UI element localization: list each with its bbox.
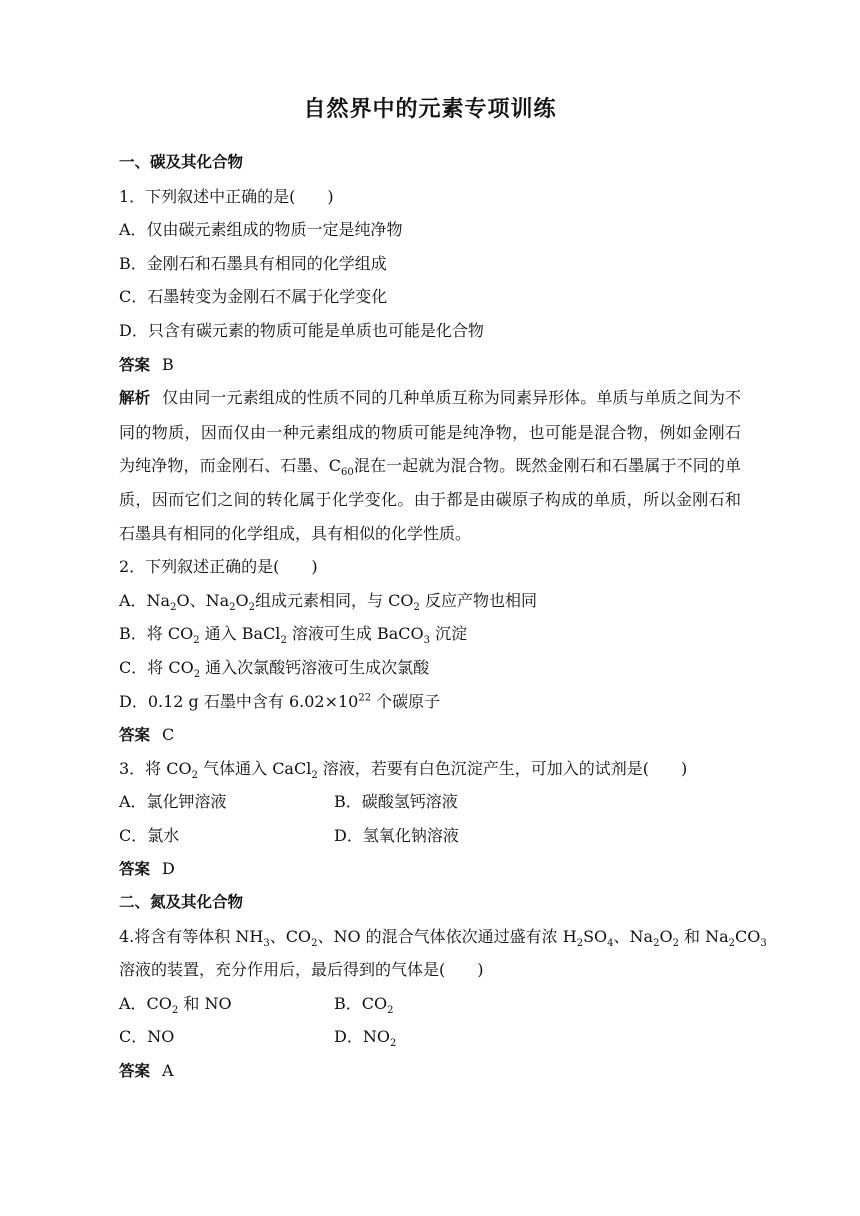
question-3-option-a: A．氯化钾溶液 bbox=[119, 792, 227, 812]
answer-value: C bbox=[162, 725, 175, 745]
answer-label: 答案 bbox=[119, 726, 151, 745]
question-4-options-row-2 bbox=[119, 1020, 741, 1054]
question-2-option-c: C．将 $CO_2$ 通入次氯酸钙溶液可生成次氯酸 bbox=[119, 657, 430, 681]
question-2-option-a: A．$Na_2O$、$Na_2O_2$组成元素相同，与 $CO_2$ 反应产物也相同 bbox=[119, 590, 537, 613]
question-3-answer bbox=[119, 852, 741, 886]
question-4-options-row-1 bbox=[119, 987, 741, 1021]
section-heading-carbon: 一、碳及其化合物 bbox=[119, 153, 244, 171]
question-1-stem: 1．下列叙述中正确的是( ) bbox=[119, 186, 334, 206]
page-title: 自然界中的元素专项训练 bbox=[303, 97, 557, 122]
question-4-stem-line-2: 溶液的装置，充分作用后，最后得到的气体是( ) bbox=[119, 960, 484, 980]
question-3-stem: 3．将 $CO_2$ 气体通入 CaCl$_2$ 溶液，若要有白色沉淀产生，可加入的试剂是( ) bbox=[119, 758, 688, 781]
question-4-answer bbox=[119, 1054, 741, 1088]
question-4-option-d: D．$NO_2$ bbox=[334, 1027, 397, 1050]
document-body bbox=[119, 146, 767, 1088]
answer-value: B bbox=[162, 354, 174, 374]
question-1-analysis: 解析 仅由同一元素组成的性质不同的几种单质互称为同素异形体。单质与单质之间为不同的物质，因而仅由一种元素组成的物质可能是纯净物，也可能是混合物，例如金刚石为纯净物，而金刚石、石墨、$C_{60}$混在一起就为混合物。既然金刚石和石墨属于不同的单质，因而它们之间的转化属于化学变化。由于都是由碳原子构成的单质，所以金刚石和石墨具有相同的化学组成，具有相似的化学性质。 bbox=[119, 388, 741, 543]
analysis-label: 解析 bbox=[119, 389, 151, 408]
answer-label: 答案 bbox=[119, 1062, 151, 1081]
question-2-option-d: D．0.12 g 石墨中含有 $6.02\times 10^{22}$ 个碳原子 bbox=[119, 691, 441, 711]
question-4-option-b: B．$CO_2$ bbox=[334, 993, 394, 1017]
question-3-options-row-1 bbox=[119, 785, 741, 819]
question-1-option-b: B．金刚石和石墨具有相同的化学组成 bbox=[119, 253, 387, 273]
question-2-stem: 2．下列叙述正确的是( ) bbox=[119, 557, 318, 577]
question-2-answer bbox=[119, 718, 741, 752]
question-4-option-c: C．NO bbox=[119, 1027, 175, 1047]
question-1-answer bbox=[119, 348, 741, 382]
question-4-stem: 4.将含有等体积 $NH_3$、$CO_2$、NO 的混合气体依次通过盛有浓 $H_2SO_4$、$Na_2O_2$ 和 $Na_2CO_3$ bbox=[119, 926, 767, 949]
question-4-option-a: A．$CO_2$ 和 NO bbox=[119, 993, 232, 1017]
question-1-option-c: C．石墨转变为金刚石不属于化学变化 bbox=[119, 287, 388, 307]
question-3-option-d: D．氢氧化钠溶液 bbox=[334, 825, 459, 845]
question-3-option-b: B．碳酸氢钙溶液 bbox=[334, 792, 458, 812]
question-3-options-row-2 bbox=[119, 819, 741, 853]
answer-label: 答案 bbox=[119, 860, 151, 879]
section-heading-nitrogen: 二、氮及其化合物 bbox=[119, 893, 244, 912]
answer-value: D bbox=[162, 859, 175, 879]
question-3-option-c: C．氯水 bbox=[119, 825, 180, 845]
answer-label: 答案 bbox=[119, 355, 151, 374]
question-2-option-b: B．将 $CO_2$ 通入 BaCl$_2$ 溶液可生成 BaCO$_3$ 沉淀 bbox=[119, 624, 468, 647]
question-1-option-d: D．只含有碳元素的物质可能是单质也可能是化合物 bbox=[119, 320, 484, 340]
question-1-option-a: A．仅由碳元素组成的物质一定是纯净物 bbox=[119, 220, 403, 240]
answer-value: A bbox=[162, 1061, 174, 1081]
